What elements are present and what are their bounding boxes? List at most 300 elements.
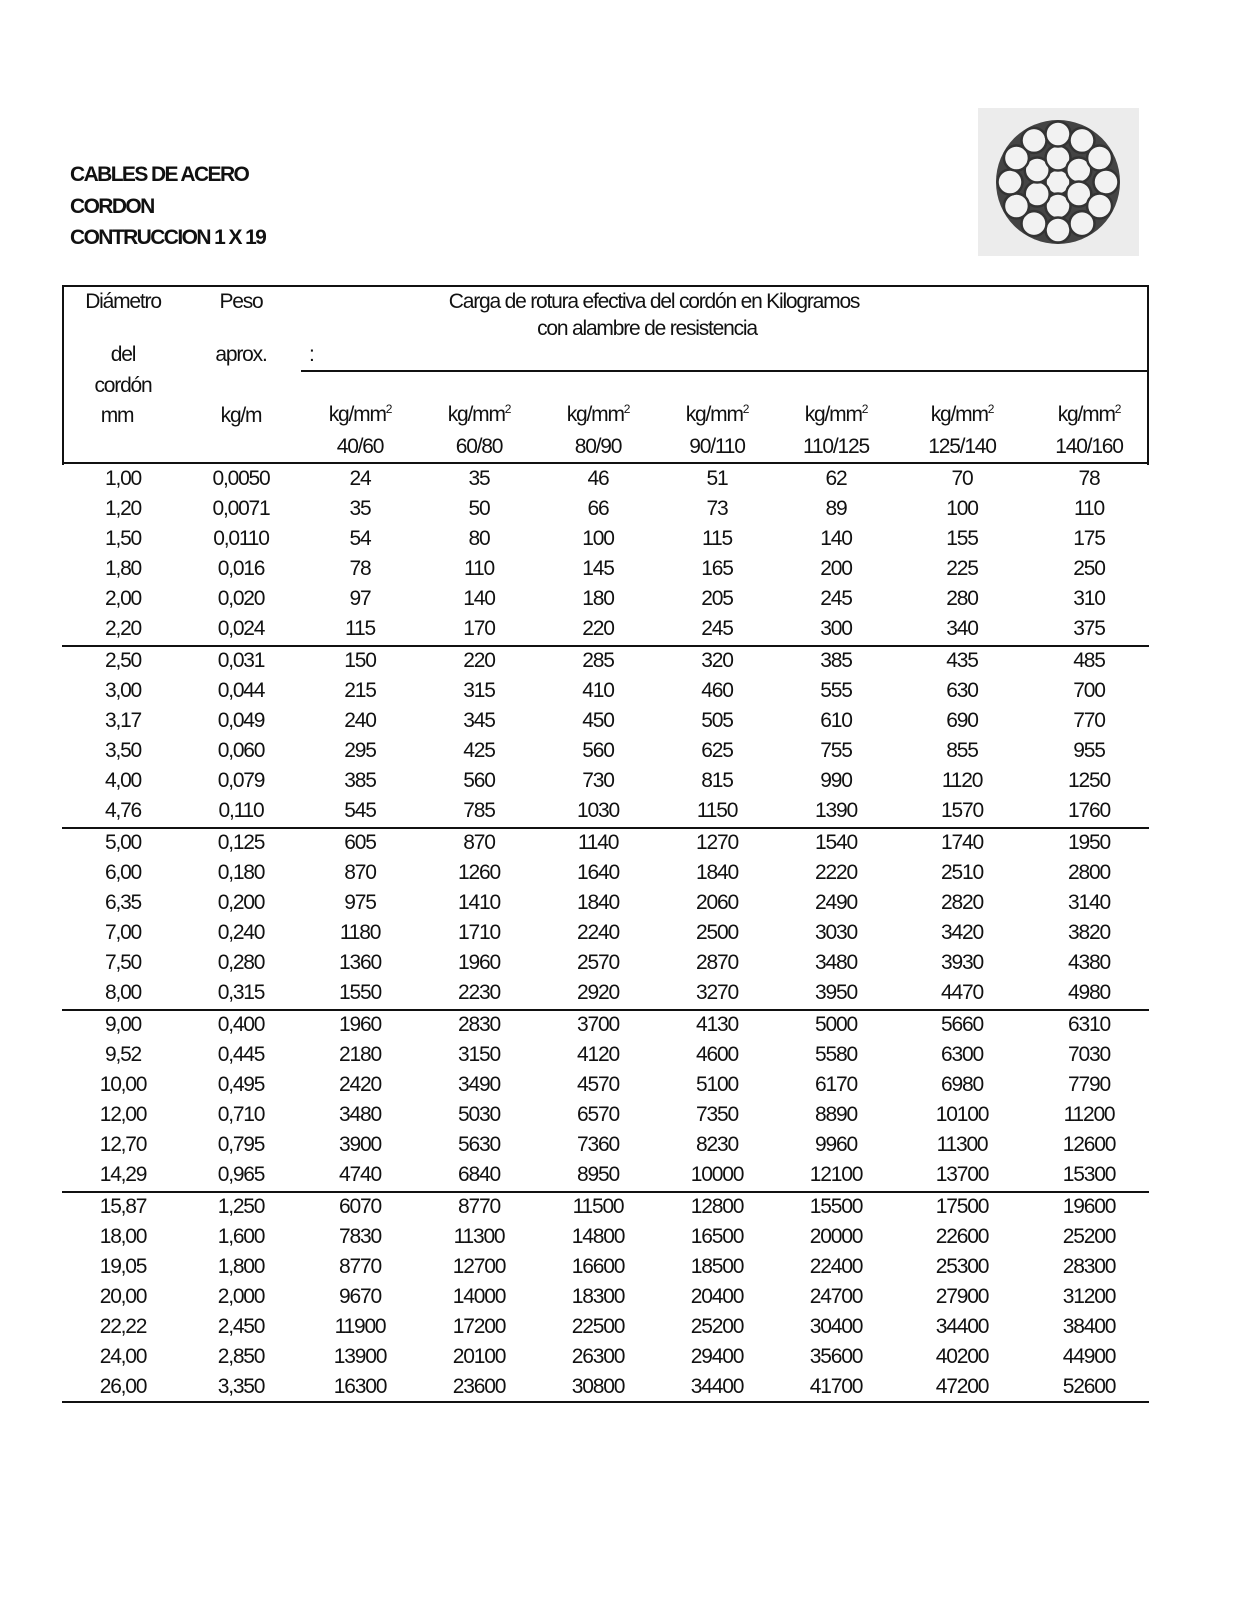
cell-carga: 26300: [571, 1345, 625, 1368]
cell-carga: 295: [344, 739, 376, 762]
cell-carga: 245: [820, 587, 852, 610]
table-row: [63, 796, 1148, 826]
cell-carga: 35: [349, 497, 371, 520]
cell-carga: 315: [463, 679, 495, 702]
table-row: [63, 554, 1148, 584]
cell-carga: 78: [349, 557, 371, 580]
cell-carga: 730: [582, 769, 614, 792]
cell-carga: 630: [946, 679, 978, 702]
header-unit: [931, 402, 994, 427]
cell-peso: 0,044: [217, 679, 265, 702]
cell-carga: 9670: [339, 1285, 381, 1308]
cell-peso: 0,180: [217, 861, 265, 884]
cell-diametro: 26,00: [99, 1375, 147, 1398]
cell-carga: 51: [706, 467, 728, 490]
cell-carga: 34400: [935, 1315, 989, 1338]
cell-carga: 62: [825, 467, 847, 490]
cell-carga: 4470: [941, 981, 983, 1004]
cell-peso: 0,315: [217, 981, 265, 1004]
cell-peso: 2,850: [217, 1345, 265, 1368]
cell-carga: 560: [582, 739, 614, 762]
cell-carga: 220: [463, 649, 495, 672]
cell-carga: 29400: [690, 1345, 744, 1368]
cell-carga: 6840: [458, 1163, 500, 1186]
cell-carga: 560: [463, 769, 495, 792]
cell-peso: 0,795: [217, 1133, 265, 1156]
cell-carga: 110: [464, 557, 494, 580]
cell-carga: 200: [820, 557, 852, 580]
cell-carga: 4600: [696, 1043, 738, 1066]
cell-carga: 280: [946, 587, 978, 610]
cell-carga: 115: [345, 617, 375, 640]
cell-carga: 545: [344, 799, 376, 822]
title-line-3: CONTRUCCION 1 X 19: [70, 226, 266, 249]
cell-carga: 2510: [941, 861, 983, 884]
cell-carga: 240: [344, 709, 376, 732]
cell-diametro: 12,00: [99, 1103, 147, 1126]
unit-text: kg/mm: [685, 403, 743, 426]
cell-carga: 19600: [1062, 1195, 1116, 1218]
cell-diametro: 24,00: [99, 1345, 147, 1368]
cell-carga: 340: [946, 617, 978, 640]
cell-peso: 0,200: [217, 891, 265, 914]
cell-carga: 97: [349, 587, 371, 610]
unit-superscript: 2: [742, 402, 749, 416]
cell-carga: 4380: [1068, 951, 1110, 974]
cell-carga: 755: [820, 739, 852, 762]
cell-carga: 1390: [815, 799, 857, 822]
cell-peso: 0,016: [217, 557, 265, 580]
cell-carga: 3480: [339, 1103, 381, 1126]
cell-carga: 1710: [458, 921, 500, 944]
cell-carga: 52600: [1062, 1375, 1116, 1398]
table-row: [63, 614, 1148, 644]
cell-carga: 450: [582, 709, 614, 732]
cell-carga: 44900: [1062, 1345, 1116, 1368]
table-row: [63, 1070, 1148, 1100]
cell-carga: 24700: [809, 1285, 863, 1308]
cell-peso: 1,800: [217, 1255, 265, 1278]
unit-text: kg/mm: [447, 403, 505, 426]
cell-diametro: 3,50: [104, 739, 142, 762]
cell-carga: 16600: [571, 1255, 625, 1278]
cell-carga: 8950: [577, 1163, 619, 1186]
cell-carga: 975: [344, 891, 376, 914]
cell-carga: 250: [1073, 557, 1105, 580]
table-left-border: [62, 285, 64, 465]
cell-carga: 5000: [815, 1013, 857, 1036]
cell-carga: 12800: [690, 1195, 744, 1218]
table-row: [63, 1312, 1148, 1342]
cell-peso: 0,0071: [212, 497, 270, 520]
cell-diametro: 9,00: [104, 1013, 142, 1036]
cell-carga: 7030: [1068, 1043, 1110, 1066]
cell-carga: 66: [587, 497, 609, 520]
cell-carga: 12700: [452, 1255, 506, 1278]
cell-carga: 155: [946, 527, 978, 550]
title-line-1: CABLES DE ACERO: [70, 163, 249, 186]
cell-diametro: 1,80: [104, 557, 142, 580]
cell-carga: 3150: [458, 1043, 500, 1066]
cell-carga: 11200: [1063, 1103, 1115, 1126]
cell-carga: 385: [820, 649, 852, 672]
cell-carga: 35600: [809, 1345, 863, 1368]
cell-peso: 0,710: [217, 1103, 265, 1126]
cell-carga: 8770: [339, 1255, 381, 1278]
cell-carga: 80: [468, 527, 490, 550]
cell-carga: 3490: [458, 1073, 500, 1096]
header-peso: Peso: [219, 290, 263, 313]
cell-carga: 320: [701, 649, 733, 672]
cell-peso: 0,240: [217, 921, 265, 944]
cell-carga: 22500: [571, 1315, 625, 1338]
cell-carga: 2500: [696, 921, 738, 944]
table-row: [63, 1130, 1148, 1160]
cell-carga: 165: [701, 557, 733, 580]
cell-diametro: 1,20: [104, 497, 142, 520]
header-aprox: aprox.: [215, 343, 267, 366]
cell-carga: 2870: [696, 951, 738, 974]
cell-carga: 145: [582, 557, 614, 580]
table-row: [63, 1100, 1148, 1130]
cell-carga: 22600: [935, 1225, 989, 1248]
header-carga-line1: Carga de rotura efectiva del cordón en Kilogramos: [448, 290, 860, 313]
cell-carga: 505: [701, 709, 733, 732]
cell-diametro: 3,00: [104, 679, 142, 702]
cell-carga: 3700: [577, 1013, 619, 1036]
cell-carga: 9960: [815, 1133, 857, 1156]
cell-carga: 7790: [1068, 1073, 1110, 1096]
cell-carga: 2570: [577, 951, 619, 974]
cell-peso: 0,079: [217, 769, 265, 792]
cell-carga: 205: [701, 587, 733, 610]
cell-carga: 3420: [941, 921, 983, 944]
cell-carga: 140: [820, 527, 852, 550]
cell-peso: 0,965: [217, 1163, 265, 1186]
cell-carga: 6980: [941, 1073, 983, 1096]
cell-carga: 3480: [815, 951, 857, 974]
cell-carga: 1960: [339, 1013, 381, 1036]
unit-superscript: 2: [861, 402, 868, 416]
table-row: [63, 1282, 1148, 1312]
cell-carga: 2490: [815, 891, 857, 914]
cell-carga: 16300: [333, 1375, 387, 1398]
cell-carga: 8230: [696, 1133, 738, 1156]
cell-carga: 1960: [458, 951, 500, 974]
cell-carga: 1550: [339, 981, 381, 1004]
header-cordon: cordón: [94, 374, 152, 397]
header-unit: [448, 402, 511, 427]
cell-carga: 12600: [1062, 1133, 1116, 1156]
cell-carga: 1760: [1068, 799, 1110, 822]
cell-carga: 1270: [696, 831, 738, 854]
cell-carga: 310: [1073, 587, 1105, 610]
cell-carga: 1740: [941, 831, 983, 854]
header-unit: [567, 402, 630, 427]
header-unit: [805, 402, 868, 427]
cell-carga: 1150: [696, 799, 738, 822]
cell-carga: 7360: [577, 1133, 619, 1156]
cell-carga: 40200: [935, 1345, 989, 1368]
cell-peso: 2,450: [217, 1315, 265, 1338]
cell-diametro: 8,00: [104, 981, 142, 1004]
cell-diametro: 2,00: [104, 587, 142, 610]
cell-carga: 5580: [815, 1043, 857, 1066]
cell-peso: 0,400: [217, 1013, 265, 1036]
table-row: [63, 1160, 1148, 1190]
cell-carga: 7830: [339, 1225, 381, 1248]
table-row: [63, 888, 1148, 918]
cell-carga: 285: [582, 649, 614, 672]
cell-carga: 73: [706, 497, 728, 520]
cell-carga: 35: [468, 467, 490, 490]
cell-diametro: 22,22: [99, 1315, 147, 1338]
unit-superscript: 2: [385, 402, 392, 416]
header-grade: 125/140: [928, 435, 996, 458]
cell-carga: 78: [1078, 467, 1100, 490]
table-right-border: [1147, 285, 1149, 465]
cell-carga: 14000: [452, 1285, 506, 1308]
cell-carga: 18300: [571, 1285, 625, 1308]
cell-carga: 690: [946, 709, 978, 732]
cell-carga: 27900: [935, 1285, 989, 1308]
cell-carga: 770: [1073, 709, 1105, 732]
cell-diametro: 12,70: [99, 1133, 147, 1156]
cell-carga: 13900: [333, 1345, 387, 1368]
cell-carga: 89: [825, 497, 847, 520]
table-bottom-border: [62, 1401, 1149, 1403]
cell-carga: 115: [702, 527, 732, 550]
cell-peso: 0,125: [217, 831, 265, 854]
cell-carga: 30800: [571, 1375, 625, 1398]
table-row: [63, 1040, 1148, 1070]
cell-carga: 46: [587, 467, 609, 490]
cell-diametro: 18,00: [99, 1225, 147, 1248]
cell-carga: 8770: [458, 1195, 500, 1218]
cell-carga: 15300: [1062, 1163, 1116, 1186]
cell-carga: 28300: [1062, 1255, 1116, 1278]
header-unit: [1058, 402, 1121, 427]
table-row: [63, 1342, 1148, 1372]
cell-carga: 14800: [571, 1225, 625, 1248]
cell-carga: 220: [582, 617, 614, 640]
cell-carga: 170: [463, 617, 495, 640]
cell-carga: 815: [701, 769, 733, 792]
cell-carga: 25300: [935, 1255, 989, 1278]
cell-carga: 10000: [690, 1163, 744, 1186]
cell-carga: 5100: [696, 1073, 738, 1096]
cell-carga: 5660: [941, 1013, 983, 1036]
cell-carga: 1250: [1068, 769, 1110, 792]
cell-carga: 12100: [809, 1163, 863, 1186]
cell-peso: 2,000: [217, 1285, 265, 1308]
cell-carga: 1840: [696, 861, 738, 884]
cell-carga: 11300: [936, 1133, 988, 1156]
cell-carga: 385: [344, 769, 376, 792]
cell-carga: 2240: [577, 921, 619, 944]
cell-carga: 1950: [1068, 831, 1110, 854]
cell-carga: 2180: [339, 1043, 381, 1066]
wire-circle: [998, 170, 1023, 195]
unit-text: kg/mm: [804, 403, 862, 426]
cell-diametro: 4,00: [104, 769, 142, 792]
cell-carga: 13700: [935, 1163, 989, 1186]
cell-carga: 20400: [690, 1285, 744, 1308]
cell-carga: 225: [946, 557, 978, 580]
cell-carga: 140: [463, 587, 495, 610]
cell-peso: 0,495: [217, 1073, 265, 1096]
cell-carga: 17500: [935, 1195, 989, 1218]
cell-carga: 7350: [696, 1103, 738, 1126]
cell-carga: 3270: [696, 981, 738, 1004]
table-row: [63, 1372, 1148, 1402]
cell-carga: 435: [946, 649, 978, 672]
cell-diametro: 14,29: [99, 1163, 147, 1186]
table-row: [63, 978, 1148, 1008]
cell-carga: 20000: [809, 1225, 863, 1248]
header-inner-line: [301, 370, 1149, 372]
wire-circle: [1022, 128, 1047, 153]
cell-carga: 6300: [941, 1043, 983, 1066]
cell-peso: 0,049: [217, 709, 265, 732]
wire-circle: [1004, 194, 1029, 219]
cell-carga: 215: [344, 679, 376, 702]
cell-carga: 3820: [1068, 921, 1110, 944]
cell-carga: 34400: [690, 1375, 744, 1398]
header-colon: :: [309, 343, 314, 366]
cell-carga: 30400: [809, 1315, 863, 1338]
cell-carga: 3030: [815, 921, 857, 944]
unit-text: kg/mm: [1057, 403, 1115, 426]
cell-peso: 0,110: [218, 799, 264, 822]
cell-diametro: 4,76: [104, 799, 142, 822]
cell-peso: 0,280: [217, 951, 265, 974]
header-del: del: [110, 343, 136, 366]
cell-peso: 0,445: [217, 1043, 265, 1066]
cell-diametro: 2,50: [104, 649, 142, 672]
cell-carga: 2830: [458, 1013, 500, 1036]
header-grade: 110/125: [803, 435, 869, 458]
cell-carga: 955: [1073, 739, 1105, 762]
cell-carga: 2800: [1068, 861, 1110, 884]
cell-diametro: 5,00: [104, 831, 142, 854]
table-row: [63, 1222, 1148, 1252]
cell-carga: 1120: [941, 769, 983, 792]
cell-carga: 20100: [452, 1345, 506, 1368]
wire-circle: [1046, 122, 1071, 147]
cell-carga: 38400: [1062, 1315, 1116, 1338]
unit-superscript: 2: [623, 402, 630, 416]
header-unit: [329, 402, 392, 427]
cell-carga: 605: [344, 831, 376, 854]
header-grade: 80/90: [574, 435, 622, 458]
cell-carga: 1640: [577, 861, 619, 884]
header-diametro: Diámetro: [85, 290, 161, 313]
cell-carga: 1540: [815, 831, 857, 854]
cell-diametro: 6,35: [104, 891, 142, 914]
cell-carga: 2820: [941, 891, 983, 914]
table-top-border: [62, 285, 1149, 287]
cell-carga: 6310: [1068, 1013, 1110, 1036]
cell-carga: 555: [820, 679, 852, 702]
cell-carga: 345: [463, 709, 495, 732]
table-row: [63, 584, 1148, 614]
table-row: [63, 494, 1148, 524]
table-row: [63, 524, 1148, 554]
cell-carga: 2220: [815, 861, 857, 884]
cell-diametro: 9,52: [104, 1043, 142, 1066]
cell-peso: 0,0110: [213, 527, 269, 550]
cell-carga: 2920: [577, 981, 619, 1004]
table-row: [63, 706, 1148, 736]
table-row: [63, 1192, 1148, 1222]
cell-carga: 16500: [690, 1225, 744, 1248]
cell-carga: 990: [820, 769, 852, 792]
cell-diametro: 7,00: [104, 921, 142, 944]
cell-carga: 485: [1073, 649, 1105, 672]
title-line-2: CORDON: [70, 195, 154, 218]
unit-superscript: 2: [987, 402, 994, 416]
cell-carga: 1140: [577, 831, 619, 854]
cable-cross-section-image: [978, 108, 1139, 256]
table-row: [63, 948, 1148, 978]
cell-carga: 175: [1073, 527, 1105, 550]
cell-carga: 1410: [458, 891, 500, 914]
cell-diametro: 15,87: [99, 1195, 147, 1218]
cell-carga: 425: [463, 739, 495, 762]
cell-carga: 6170: [815, 1073, 857, 1096]
table-row: [63, 766, 1148, 796]
cell-carga: 4570: [577, 1073, 619, 1096]
cell-carga: 23600: [452, 1375, 506, 1398]
cell-carga: 6570: [577, 1103, 619, 1126]
cell-carga: 1360: [339, 951, 381, 974]
cell-carga: 4740: [339, 1163, 381, 1186]
cell-carga: 4120: [577, 1043, 619, 1066]
cell-carga: 4130: [696, 1013, 738, 1036]
cell-diametro: 7,50: [104, 951, 142, 974]
cell-carga: 6070: [339, 1195, 381, 1218]
cell-carga: 245: [701, 617, 733, 640]
cell-carga: 100: [946, 497, 978, 520]
cell-diametro: 19,05: [99, 1255, 147, 1278]
cell-peso: 3,350: [217, 1375, 265, 1398]
cell-carga: 3900: [339, 1133, 381, 1156]
cell-peso: 0,060: [217, 739, 265, 762]
cell-carga: 5630: [458, 1133, 500, 1156]
cell-carga: 700: [1073, 679, 1105, 702]
cell-carga: 110: [1074, 497, 1104, 520]
cell-carga: 11500: [572, 1195, 624, 1218]
cell-diametro: 2,20: [104, 617, 142, 640]
cell-carga: 3930: [941, 951, 983, 974]
wire-circle: [1094, 170, 1119, 195]
cell-carga: 2230: [458, 981, 500, 1004]
cell-carga: 1840: [577, 891, 619, 914]
header-mm: mm: [100, 404, 134, 427]
header-grade: 40/60: [336, 435, 384, 458]
cell-carga: 300: [820, 617, 852, 640]
table-row: [63, 646, 1148, 676]
cell-carga: 2420: [339, 1073, 381, 1096]
cell-peso: 0,020: [217, 587, 265, 610]
cell-carga: 47200: [935, 1375, 989, 1398]
cell-peso: 0,0050: [212, 467, 270, 490]
cell-carga: 5030: [458, 1103, 500, 1126]
cell-diametro: 10,00: [99, 1073, 147, 1096]
cell-carga: 22400: [809, 1255, 863, 1278]
cell-carga: 1180: [339, 921, 381, 944]
